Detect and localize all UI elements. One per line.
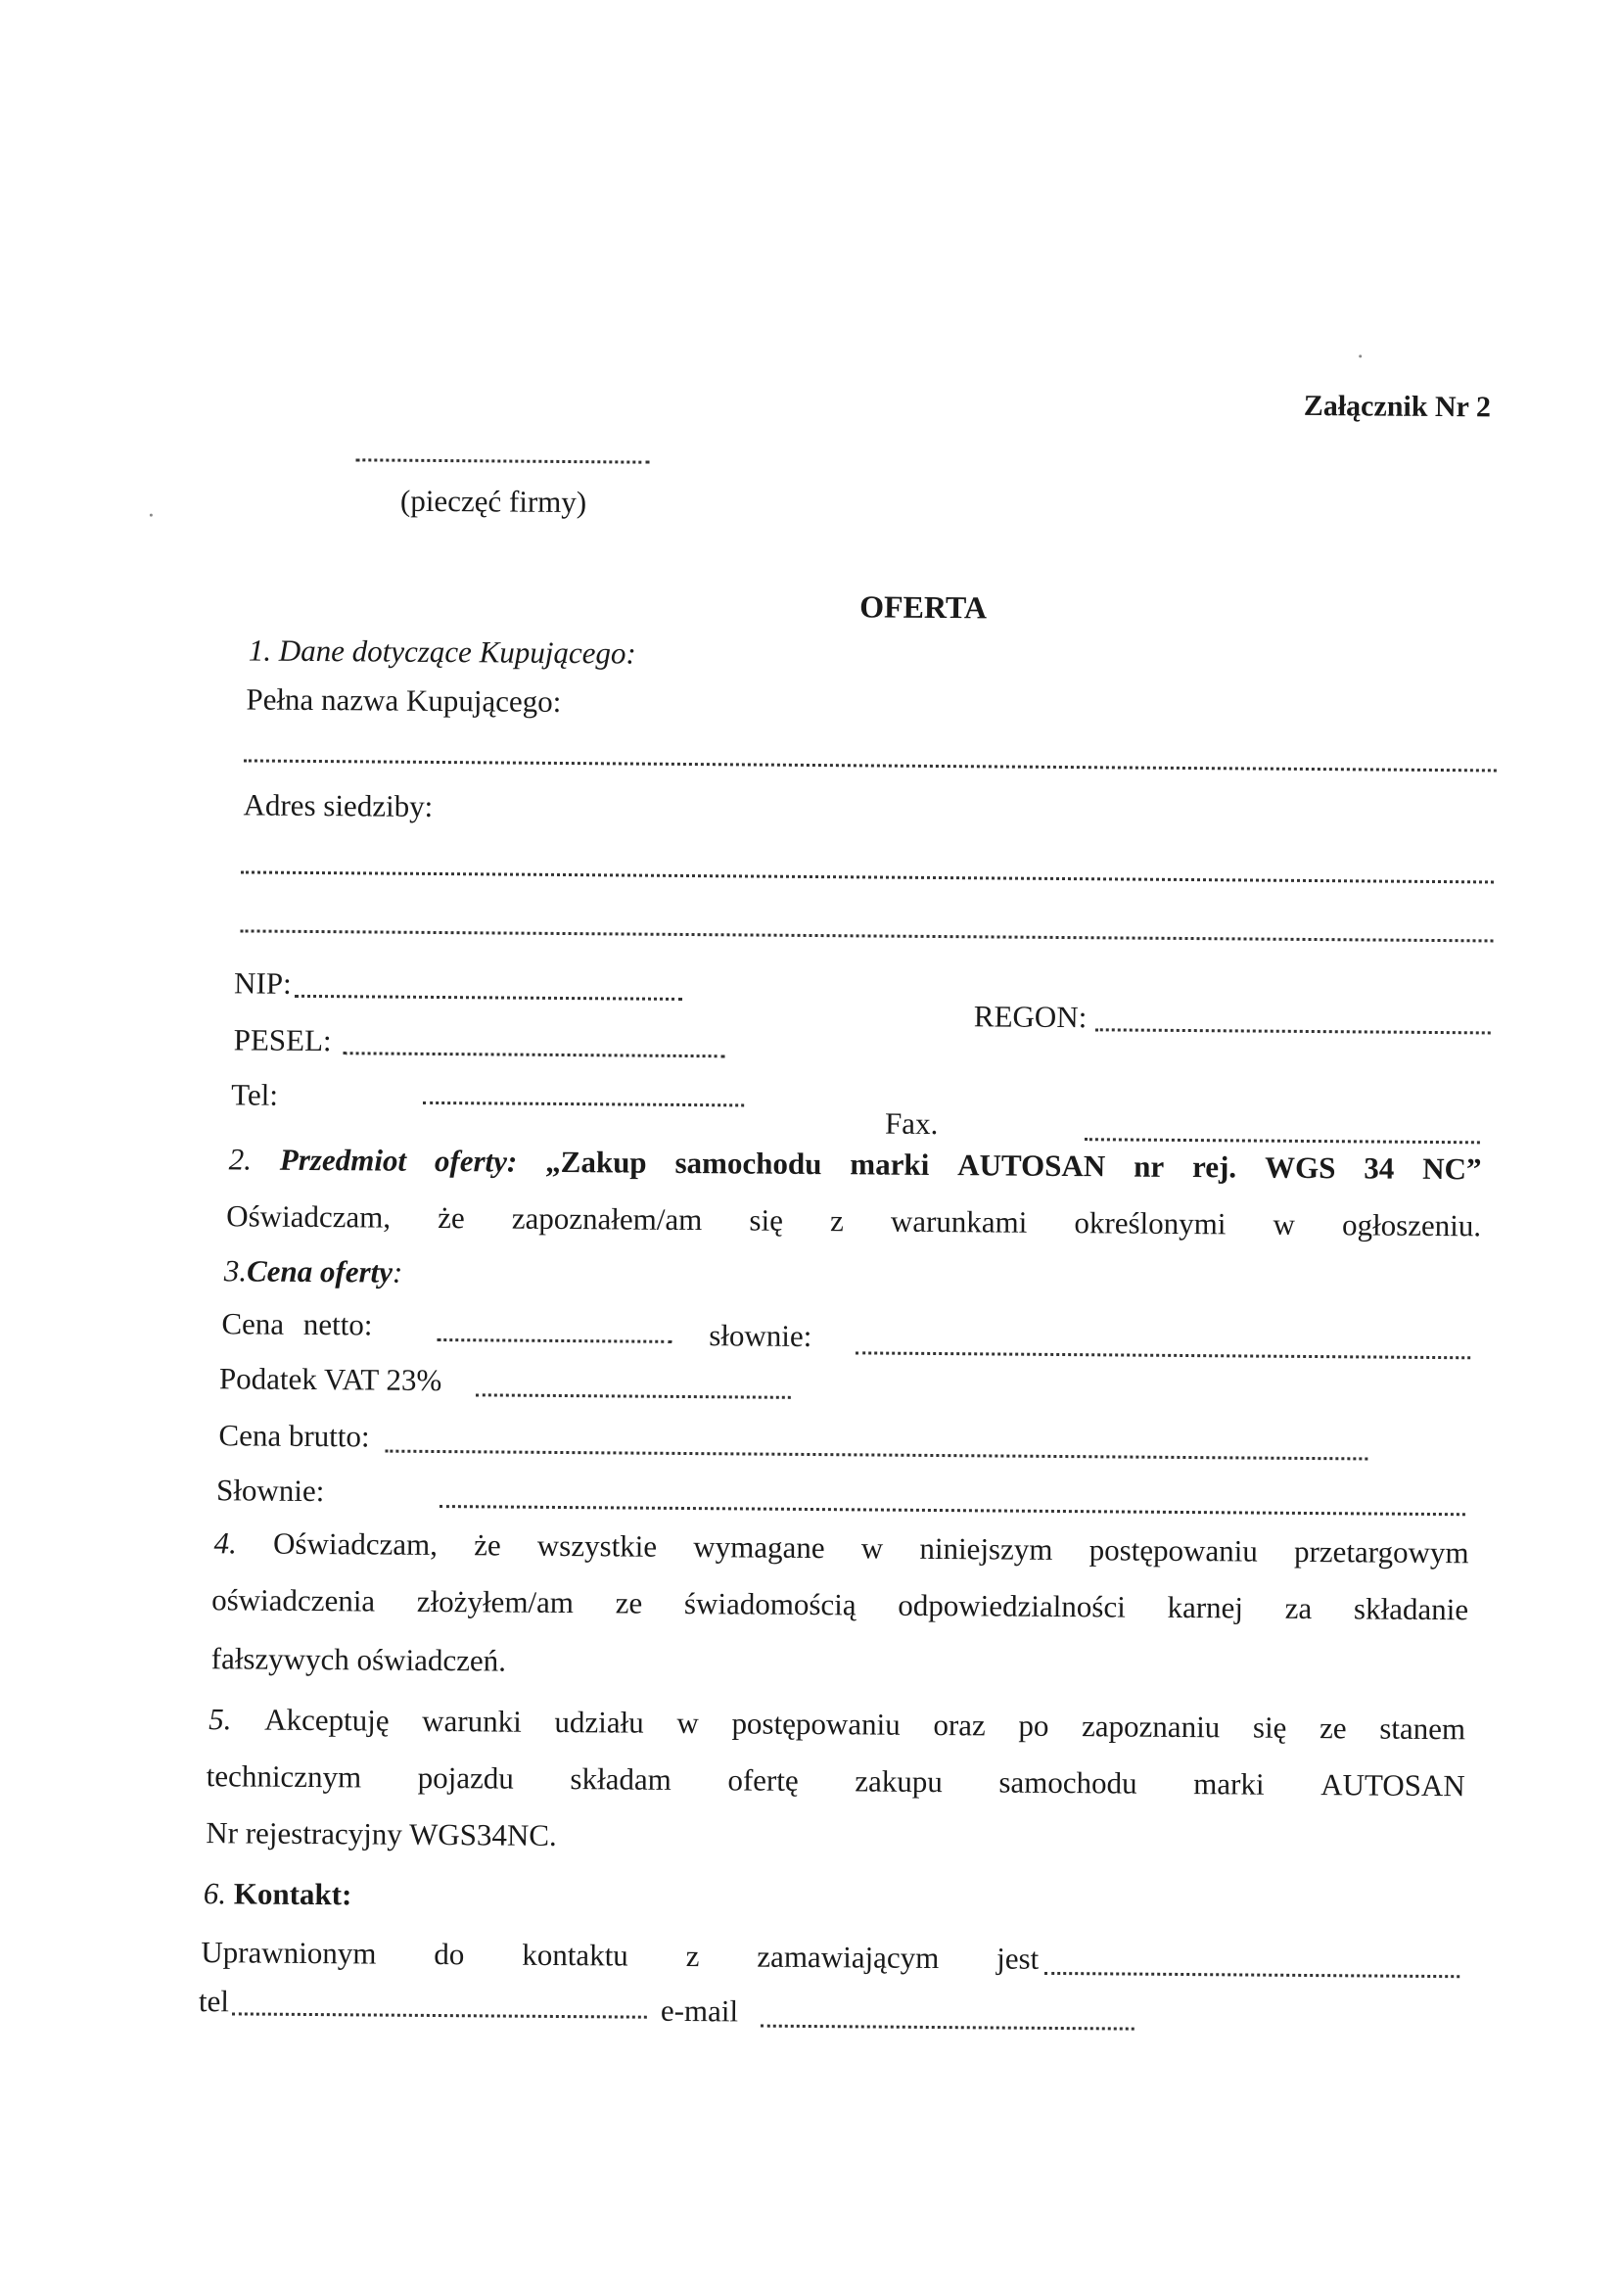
declaration-word: Oświadczam, — [272, 1525, 439, 1563]
price-section-colon: : — [392, 1254, 403, 1289]
declaration-word: niniejszym — [919, 1530, 1053, 1567]
statement-word: z — [829, 1203, 844, 1239]
statement-word: zapoznałem/am — [511, 1200, 703, 1238]
price-section-heading — [224, 1252, 403, 1290]
offer-subject-line — [229, 1141, 1482, 1188]
declaration-word: wszystkie — [536, 1527, 658, 1564]
statement-word: się — [749, 1202, 784, 1238]
buyer-full-name-field[interactable] — [244, 759, 1497, 772]
contact-section-title: Kontakt: — [233, 1876, 352, 1912]
gross-price-words-label: Słownie: — [215, 1473, 325, 1509]
nip-field[interactable] — [295, 995, 682, 1001]
contact-word: do — [434, 1936, 465, 1972]
contact-section-number: 6. — [203, 1876, 227, 1911]
offer-subject-label: oferty: — [434, 1143, 518, 1179]
offer-subject-word: rej. — [1191, 1149, 1237, 1185]
declaration-word: karnej — [1167, 1589, 1244, 1625]
vat-field[interactable] — [476, 1393, 791, 1399]
declaration-word: w — [860, 1530, 884, 1566]
acceptance-word: zakupu — [855, 1763, 943, 1800]
acceptance-word: udziału — [554, 1704, 644, 1740]
offer-subject-word: „Zakup — [545, 1144, 647, 1180]
acceptance-word: oraz — [933, 1707, 986, 1743]
acceptance-word: postępowaniu — [731, 1706, 901, 1742]
acceptance-word: w — [676, 1705, 699, 1741]
declaration-word: za — [1284, 1590, 1313, 1626]
offer-subject-word: 34 — [1364, 1150, 1395, 1186]
declaration-word: złożyłem/am — [416, 1583, 575, 1620]
annex-number: Załącznik Nr 2 — [1303, 389, 1492, 424]
acceptance-word: technicznym — [206, 1758, 362, 1795]
declaration-line-2 — [211, 1581, 1468, 1628]
stamp-dotted-line — [355, 458, 649, 463]
acceptance-word: zapoznaniu — [1081, 1709, 1221, 1745]
acceptance-line-3: Nr rejestracyjny WGS34NC. — [206, 1815, 557, 1852]
gross-price-field[interactable] — [385, 1450, 1367, 1461]
regon-field[interactable] — [1095, 1028, 1491, 1034]
net-price-words-field[interactable] — [856, 1351, 1470, 1359]
declaration-word: postępowaniu — [1088, 1532, 1258, 1569]
offer-subject-number: 2. — [228, 1142, 253, 1177]
offer-subject-label: Przedmiot — [279, 1142, 407, 1178]
scan-speck — [150, 514, 153, 517]
declaration-line-3: fałszywych oświadczeń. — [210, 1641, 507, 1678]
contact-word: z — [685, 1939, 700, 1974]
declaration-word: składanie — [1353, 1591, 1469, 1627]
pesel-field[interactable] — [344, 1052, 725, 1057]
acceptance-line-2 — [207, 1757, 1465, 1804]
acceptance-word: marki — [1193, 1766, 1265, 1802]
address-field-line-2[interactable] — [241, 929, 1494, 942]
declaration-word: że — [474, 1527, 501, 1563]
document-title: OFERTA — [859, 588, 988, 626]
declaration-word: wymagane — [693, 1529, 825, 1566]
net-price-words-label: słownie: — [709, 1318, 812, 1354]
statement-word: ogłoszeniu. — [1341, 1207, 1482, 1243]
acceptance-word: pojazdu — [417, 1759, 515, 1796]
stamp-label: (pieczęć firmy) — [399, 483, 587, 520]
tel-field[interactable] — [423, 1101, 744, 1107]
gross-price-label: Cena brutto: — [218, 1418, 370, 1454]
statement-word: Oświadczam, — [226, 1198, 392, 1235]
offer-subject-word: samochodu — [674, 1145, 822, 1182]
acceptance-word: po — [1018, 1708, 1049, 1743]
contact-section-heading — [204, 1875, 352, 1913]
acceptance-word: Akceptuję — [264, 1702, 390, 1738]
address-label: Adres siedziby: — [243, 787, 434, 823]
contact-tel-field[interactable] — [232, 2012, 647, 2018]
net-price-label: Cena netto: — [221, 1306, 373, 1342]
offer-subject-word: AUTOSAN — [957, 1148, 1106, 1184]
contact-email-field[interactable] — [761, 2025, 1135, 2031]
statement-word: warunkami — [890, 1203, 1028, 1240]
declaration-word: oświadczenia — [211, 1582, 376, 1618]
declaration-word: odpowiedzialności — [898, 1587, 1126, 1624]
gross-price-words-field[interactable] — [440, 1505, 1465, 1516]
acceptance-word: AUTOSAN — [1320, 1767, 1465, 1804]
acceptance-word: się — [1252, 1710, 1287, 1745]
declaration-word: świadomością — [683, 1585, 857, 1622]
statement-word: określonymi — [1074, 1205, 1227, 1242]
acceptance-word: ofertę — [727, 1762, 799, 1798]
buyer-full-name-label: Pełna nazwa Kupującego: — [246, 681, 562, 719]
contact-person-field[interactable] — [1044, 1972, 1459, 1978]
contact-word: jest — [996, 1941, 1040, 1976]
offer-subject-word: nr — [1134, 1148, 1165, 1184]
vat-label: Podatek VAT 23% — [218, 1361, 442, 1398]
price-section-title: Cena oferty — [246, 1253, 394, 1289]
regon-label: REGON: — [973, 999, 1088, 1035]
declaration-line-1 — [213, 1524, 1468, 1571]
acceptance-line-1 — [208, 1701, 1465, 1748]
contact-word: kontaktu — [522, 1937, 628, 1973]
tel-label: Tel: — [231, 1077, 279, 1112]
contact-email-label: e-mail — [660, 1992, 739, 2029]
acceptance-word: ze — [1319, 1710, 1347, 1746]
fax-label: Fax. — [884, 1105, 939, 1142]
acceptance-word: składam — [570, 1761, 672, 1797]
address-field-line-1[interactable] — [241, 870, 1494, 883]
declaration-word: przetargowym — [1293, 1533, 1469, 1570]
acceptance-word: stanem — [1379, 1710, 1466, 1747]
pesel-label: PESEL: — [233, 1022, 332, 1058]
contact-tel-label: tel — [198, 1984, 230, 2019]
scan-speck — [1359, 354, 1362, 357]
terms-statement — [226, 1197, 1481, 1244]
offer-subject-word: NC” — [1422, 1150, 1482, 1187]
declaration-word: ze — [615, 1585, 643, 1620]
fax-field[interactable] — [1085, 1138, 1480, 1144]
net-price-field[interactable] — [437, 1338, 672, 1343]
contact-word: zamawiającym — [757, 1939, 940, 1976]
acceptance-number: 5. — [208, 1702, 232, 1737]
statement-word: w — [1273, 1206, 1296, 1242]
buyer-section-heading: 1. Dane dotyczące Kupującego: — [248, 633, 636, 671]
statement-word: że — [438, 1199, 465, 1236]
contact-word: Uprawnionym — [201, 1935, 377, 1971]
nip-label: NIP: — [233, 965, 292, 1001]
contact-person-line — [201, 1934, 1039, 1978]
offer-subject-word: marki — [850, 1147, 930, 1182]
acceptance-word: warunki — [422, 1703, 522, 1739]
price-section-number: 3. — [223, 1253, 248, 1289]
acceptance-word: samochodu — [998, 1764, 1137, 1801]
offer-subject-word: WGS — [1264, 1149, 1336, 1186]
declaration-number: 4. — [213, 1525, 238, 1561]
